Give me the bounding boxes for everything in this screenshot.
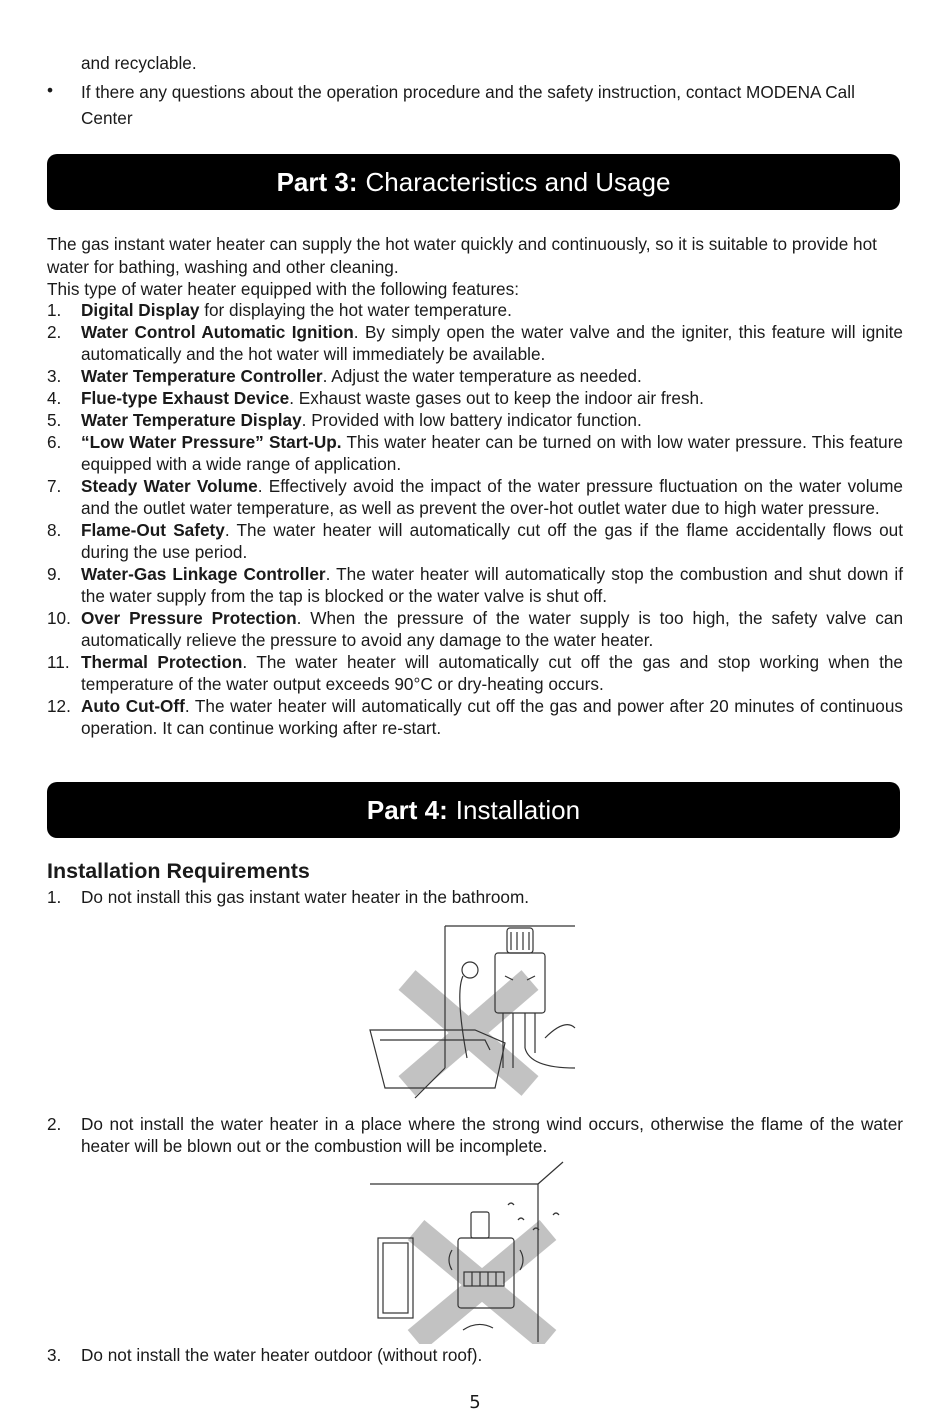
feature-text: . Provided with low battery indicator function. (301, 410, 642, 430)
part3-intro: The gas instant water heater can supply the hot water quickly and continuously, so it is suitable to provide hot water for bathing, washing and other cleaning. (47, 234, 877, 277)
part3-banner-label: Part 3: (276, 166, 358, 197)
feature-item (47, 607, 903, 651)
feature-text: . The water heater will automatically stop the combustion and shut down if the water supply from the tap is blocked or the water valve is shut off. (81, 564, 903, 606)
requirement-item (47, 1113, 903, 1157)
feature-text: . When the pressure of the water supply is too high, the safety valve can automatically relieve the pressure to avoid any damage to the water heater. (81, 608, 904, 650)
feature-title: Water Temperature Display (81, 410, 302, 430)
part4-banner (47, 782, 900, 838)
feature-title: Thermal Protection (81, 652, 243, 672)
feature-item (47, 431, 903, 475)
bullet-dot: • (47, 80, 54, 100)
feature-text: . The water heater will automatically cut off the gas and power after 20 minutes of continuous operation. It can continue working after re-start. (81, 696, 903, 738)
requirement-number: 3. (47, 1345, 62, 1365)
feature-title: Flue-type Exhaust Device (81, 388, 290, 408)
feature-number: 11. (47, 652, 70, 672)
feature-number: 7. (47, 476, 62, 496)
feature-title: Water-Gas Linkage Controller (81, 564, 326, 584)
part4-banner-label: Part 4: (366, 794, 448, 825)
requirement-number: 2. (47, 1114, 62, 1134)
feature-number: 12. (47, 696, 71, 716)
feature-item (47, 519, 903, 563)
part3-banner-title: Characteristics and Usage (365, 166, 671, 197)
page-number: 5 (469, 1392, 481, 1413)
part4-banner-title: Installation (455, 794, 581, 825)
feature-number: 4. (47, 388, 62, 408)
requirement-text: Do not install the water heater outdoor (without roof). (81, 1345, 483, 1365)
feature-title: Digital Display (81, 300, 200, 320)
feature-item (47, 299, 903, 321)
requirement-item (47, 1344, 903, 1366)
prohibited-cross-icon (416, 1230, 548, 1340)
feature-item (47, 651, 903, 695)
feature-text: . By simply open the water valve and the igniter, this feature will ignite automatically and the hot water will immediately be available. (81, 322, 903, 364)
feature-text: . The water heater will automatically cut off the gas if the flame accidentally flows out during the use period. (81, 520, 903, 562)
feature-text: . Effectively avoid the impact of the water pressure fluctuation on the water volume and the outlet water temperature, as well as prevent the over-hot outlet water due to high water pressure. (81, 476, 903, 518)
windy-location-prohibited-illustration (368, 1160, 578, 1344)
feature-title: Auto Cut-Off (81, 696, 185, 716)
requirement-text: Do not install the water heater in a place where the strong wind occurs, otherwise the flame of the water heater will be blown out or the combustion will be incomplete. (81, 1114, 903, 1156)
feature-title: Water Temperature Controller (81, 366, 323, 386)
feature-list (47, 299, 903, 739)
feature-number: 5. (47, 410, 62, 430)
requirement-text: Do not install this gas instant water heater in the bathroom. (81, 887, 530, 907)
feature-number: 2. (47, 322, 62, 342)
feature-number: 1. (47, 300, 62, 320)
feature-item (47, 409, 903, 431)
installation-requirements-heading: Installation Requirements (47, 859, 310, 883)
part3-banner (47, 154, 900, 210)
feature-number: 6. (47, 432, 62, 452)
prohibited-cross-icon (407, 980, 530, 1086)
feature-text: . The water heater will automatically cut off the gas and stop working when the temperature of the water output exceeds 90°C or dry-heating occurs. (81, 652, 903, 694)
feature-text: . Adjust the water temperature as needed. (322, 366, 642, 386)
feature-number: 3. (47, 366, 62, 386)
feature-item (47, 365, 903, 387)
feature-title: Over Pressure Protection (81, 608, 297, 628)
feature-text: This water heater can be turned on with low water pressure. This feature equipped with a wide range of application. (81, 432, 903, 474)
feature-item (47, 563, 903, 607)
feature-item (47, 475, 903, 519)
feature-text: . Exhaust waste gases out to keep the indoor air fresh. (289, 388, 704, 408)
feature-title: Steady Water Volume (81, 476, 258, 496)
feature-title: Flame-Out Safety (81, 520, 225, 540)
feature-item (47, 695, 903, 739)
requirement-number: 1. (47, 887, 62, 907)
feature-number: 8. (47, 520, 62, 540)
continuation-text: and recyclable. (81, 53, 197, 73)
feature-item (47, 387, 903, 409)
bathroom-prohibited-illustration (355, 918, 580, 1100)
part3-intro-features: This type of water heater equipped with the following features: (47, 279, 519, 299)
feature-number: 9. (47, 564, 62, 584)
feature-item (47, 321, 903, 365)
contact-bullet-text: If there any questions about the operation procedure and the safety instruction, contact MODENA Call Center (81, 82, 855, 128)
feature-title: “Low Water Pressure” Start-Up. (81, 432, 342, 452)
feature-text: for displaying the hot water temperature. (199, 300, 512, 320)
feature-number: 10. (47, 608, 71, 628)
requirement-item (47, 886, 903, 908)
feature-title: Water Control Automatic Ignition (81, 322, 354, 342)
